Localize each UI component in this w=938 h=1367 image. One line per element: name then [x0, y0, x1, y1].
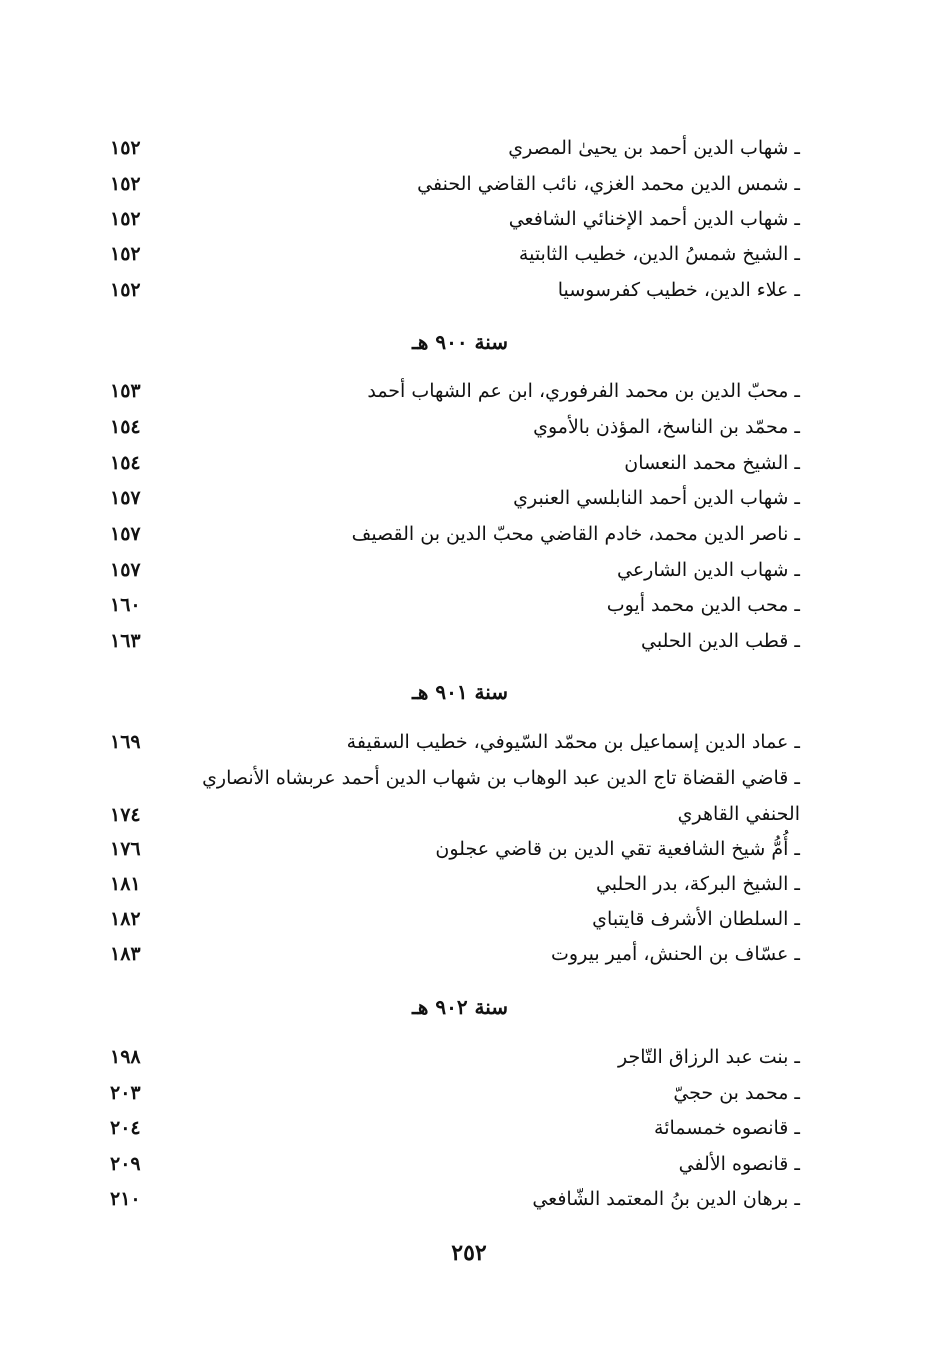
entry-name: ـ أُمُّ شيخ الشافعية تقي الدين بن قاضي عجلون	[435, 838, 800, 860]
entry-page-number: ١٥٧	[110, 559, 141, 581]
entry-name: ـ محمد بن حجيّ	[673, 1082, 800, 1104]
entry-name: ـ شهاب الدين أحمد النابلسي العنبري	[513, 487, 800, 509]
index-entry	[110, 131, 800, 165]
entry-name: ـ عسّاف بن الحنش، أمير بيروت	[551, 943, 800, 965]
index-entry	[110, 624, 800, 658]
entry-name: ـ شهاب الدين أحمد بن يحيىٰ المصري	[508, 137, 800, 159]
index-entry	[110, 410, 800, 444]
entry-page-number: ١٥٤	[110, 452, 141, 474]
year-heading: سنة ٩٠٢ هـ	[411, 995, 509, 1019]
index-entry	[110, 1076, 800, 1110]
entry-page-number: ١٥٧	[110, 523, 141, 545]
index-entry	[110, 553, 800, 587]
entry-page-number: ٢٠٤	[110, 1117, 141, 1139]
index-entry	[110, 725, 800, 759]
entry-name: ـ قانصوه الألفي	[678, 1153, 800, 1175]
index-entry	[110, 1040, 800, 1074]
index-entry	[110, 481, 800, 515]
entry-page-number: ١٥٢	[110, 279, 141, 301]
index-entry	[110, 867, 800, 901]
entry-name: ـ برهان الدين بنُ المعتمد الشّافعي	[532, 1188, 800, 1210]
entry-name: ـ قطب الدين الحلبي	[641, 630, 800, 652]
entry-name: ـ علاء الدين، خطيب كفرسوسيا	[557, 279, 800, 301]
index-entry	[110, 273, 800, 307]
index-entry	[110, 937, 800, 971]
entry-name: ـ شهاب الدين أحمد الإخنائي الشافعي	[508, 208, 800, 230]
index-entry	[110, 1147, 800, 1181]
entry-name: ـ محب الدين محمد أيوب	[606, 594, 800, 616]
entry-name: ـ بنت عبد الرزاق التّاجر	[617, 1046, 800, 1068]
entry-page-number: ١٦٠	[110, 594, 141, 616]
entry-page-number: ١٥٢	[110, 173, 141, 195]
entry-page-number: ٢٠٣	[110, 1082, 141, 1104]
entry-page-number: ١٦٣	[110, 630, 141, 652]
entry-name: ـ شهاب الدين الشارعي	[617, 559, 800, 581]
index-entry	[110, 760, 800, 832]
entry-name: ـ محبّ الدين بن محمد الفرفوري، ابن عم الشهاب أحمد	[367, 380, 800, 402]
index-entry	[110, 517, 800, 551]
index-entry	[110, 167, 800, 201]
entry-page-number: ٢١٠	[110, 1188, 141, 1210]
entry-page-number: ١٨٢	[110, 908, 141, 930]
entry-page-number: ١٥٢	[110, 137, 141, 159]
entry-name: ـ الشيخ محمد النعسان	[624, 452, 800, 474]
entry-page-number: ١٥٢	[110, 208, 141, 230]
entry-page-number: ١٧٦	[110, 838, 141, 860]
entry-name: ـ محمّد بن الناسخ، المؤذن بالأموي	[533, 416, 800, 438]
page-number-footer: ٢٥٢	[451, 1240, 487, 1266]
entry-page-number: ١٨١	[110, 873, 141, 895]
entry-page-number: ١٦٩	[110, 731, 141, 753]
entry-page-number: ١٧٤	[110, 804, 141, 826]
entry-page-number: ٢٠٩	[110, 1153, 141, 1175]
index-entry	[110, 237, 800, 271]
entry-name: ـ ناصر الدين محمد، خادم القاضي محبّ الدين بن القصيف	[351, 523, 800, 545]
index-entry	[110, 446, 800, 480]
index-entry	[110, 902, 800, 936]
entry-page-number: ١٥٣	[110, 380, 141, 402]
index-entry	[110, 1182, 800, 1216]
year-heading: سنة ٩٠٠ هـ	[411, 330, 509, 354]
index-entry	[110, 588, 800, 622]
entry-name: ـ قانصوه خمسمائة	[654, 1117, 800, 1139]
entry-page-number: ١٥٢	[110, 243, 141, 265]
index-entry	[110, 374, 800, 408]
index-entry	[110, 202, 800, 236]
index-entry	[110, 1111, 800, 1145]
entry-name: ـ الشيخ البركة، بدر الحلبي	[595, 873, 800, 895]
entry-name: ـ شمس الدين محمد الغزي، نائب القاضي الحنفي	[417, 173, 800, 195]
entry-page-number: ١٨٣	[110, 943, 141, 965]
entry-name: ـ قاضي القضاة تاج الدين عبد الوهاب بن شهاب الدين أحمد عربشاه الأنصاري الحنفي القاهري	[202, 767, 800, 825]
entry-name: ـ عماد الدين إسماعيل بن محمّد السّيوفي، خطيب السقيفة	[346, 731, 800, 753]
entry-page-number: ١٥٧	[110, 487, 141, 509]
entry-page-number: ١٥٤	[110, 416, 141, 438]
entry-name: ـ الشيخ شمسُ الدين، خطيب الثابتية	[518, 243, 800, 265]
index-entry	[110, 832, 800, 866]
entry-page-number: ١٩٨	[110, 1046, 141, 1068]
entry-name: ـ السلطان الأشرف قايتباي	[592, 908, 800, 930]
year-heading: سنة ٩٠١ هـ	[411, 680, 509, 704]
